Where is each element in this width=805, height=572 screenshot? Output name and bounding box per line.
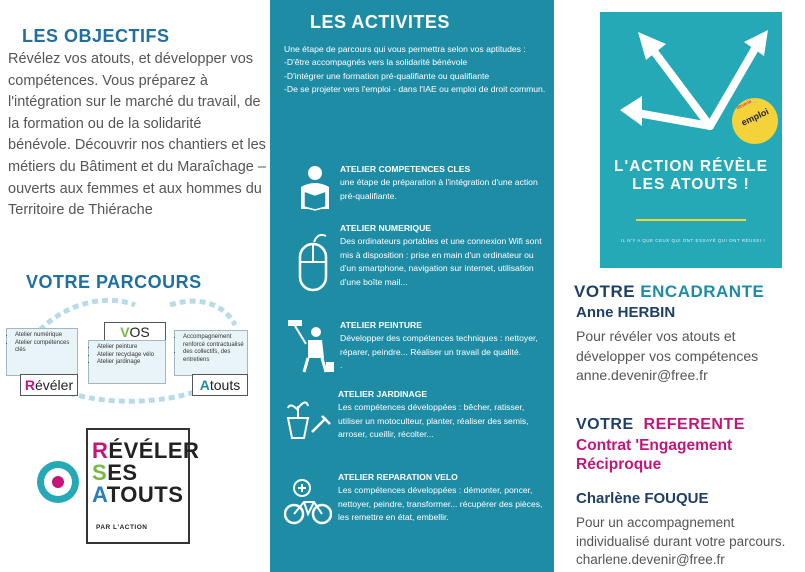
- parcours-item: • Atelier compétences clés: [15, 340, 77, 355]
- encadrante-heading: [574, 282, 764, 302]
- workshop-text: une étape de préparation à l'intégration d'une action pré-qualifiante.: [340, 177, 538, 201]
- encadrante-email[interactable]: anne.devenir@free.fr: [576, 367, 708, 383]
- workshop-text: Les compétences développées : bêcher, ratisser, utiliser un motoculteur, planter, réaliser des semis, arroser, cueillir, récolter...: [338, 402, 529, 440]
- parcours-item: • Atelier recyclage vélo: [97, 352, 165, 360]
- activites-intro: [284, 43, 548, 97]
- workshop-jardinage: [338, 388, 544, 442]
- encadrante-name: Anne HERBIN: [576, 304, 676, 321]
- workshop-numerique: [340, 222, 548, 289]
- heading-prefix: VOTRE: [574, 282, 641, 301]
- mouse-icon: [296, 232, 332, 294]
- parcours-item: • Atelier jardinage: [97, 359, 165, 367]
- workshop-title: ATELIER JARDINAGE: [338, 389, 428, 399]
- workshop-text: Les compétences développées : démonter, poncer, nettoyer, peindre, transformer... récupérer des pièces, les remettre en état, embellir.: [338, 485, 543, 523]
- workshop-text: Développer des compétences techniques : nettoyer, réparer, peindre... Réaliser un travail de qualité.: [340, 333, 538, 357]
- referente-name: Charlène FOUQUE: [576, 490, 709, 507]
- parcours-tag-cap: A: [199, 377, 210, 393]
- badge-label: emploi: [739, 106, 771, 128]
- workshop-title: ATELIER COMPETENCES CLES: [340, 164, 471, 174]
- parcours-item: • Atelier peinture: [97, 344, 165, 352]
- workshop-competences: [340, 163, 540, 203]
- activites-intro-item: -De se projeter vers l'emploi - dans l'IAE ou emploi de droit commun.: [284, 84, 546, 95]
- logo-line-1: RÉVÉLER: [92, 438, 200, 463]
- left-column: [0, 0, 270, 572]
- heading-prefix: VOTRE: [576, 416, 644, 433]
- objectifs-heading: LES OBJECTIFS: [22, 26, 170, 46]
- activites-heading: LES ACTIVITES: [310, 12, 450, 32]
- referente-subtitle: Contrat 'Engagement Réciproque: [576, 437, 733, 473]
- parcours-tag-rest: évéler: [34, 377, 74, 393]
- parcours-tag-cap: V: [120, 324, 130, 340]
- brochure-cover: [600, 12, 782, 268]
- workshop-title: ATELIER REPARATION VELO: [338, 472, 458, 482]
- logo-line-3: ATOUTS: [92, 482, 184, 507]
- parcours-item: • des collectifs, des entretiens: [183, 349, 247, 364]
- bike-icon: [284, 478, 332, 526]
- activites-intro-item: -D'être accompagnés vers la solidarité bénévole: [284, 57, 468, 68]
- logo-subtitle: PAR L'ACTION: [96, 524, 148, 531]
- target-icon: [36, 460, 80, 504]
- badge-prefix: devenir: [735, 98, 753, 112]
- separator-dot: .: [340, 360, 343, 371]
- parcours-item: • Atelier numérique: [15, 332, 77, 340]
- activites-intro-text: Une étape de parcours qui vous permettra selon vos aptitudes :: [284, 44, 526, 54]
- workshop-peinture: [340, 319, 546, 373]
- cover-subtitle: IL N'Y A QUE CEUX QUI ONT ESSAYÉ QUI ONT RÉUSSI !: [620, 238, 766, 243]
- logo-line-2: SES: [92, 460, 138, 485]
- parcours-box-vos: [88, 340, 166, 384]
- garden-icon: [282, 396, 332, 440]
- parcours-tag-vos: [104, 322, 166, 342]
- parcours-item: • Accompagnement renforcé contractualisé: [183, 334, 247, 349]
- logo-wordmark: [92, 440, 199, 506]
- painter-icon: [286, 318, 336, 374]
- workshop-title: ATELIER PEINTURE: [340, 320, 422, 330]
- heading-highlight: REFERENTE: [643, 416, 745, 433]
- parcours-tag-rest: OS: [129, 324, 150, 340]
- reader-icon: [298, 165, 332, 211]
- parcours-tag-cap: R: [24, 377, 35, 393]
- activites-intro-item: -D'intégrer une formation pré-qualifiante ou qualifiante: [284, 70, 490, 81]
- workshop-title: ATELIER NUMERIQUE: [340, 223, 432, 233]
- referente-text: Pour un accompagnement individualisé durant votre parcours.: [576, 515, 786, 549]
- parcours-tag-rest: touts: [209, 377, 241, 393]
- heading-highlight: ENCADRANTE: [640, 282, 765, 301]
- referente-email[interactable]: charlene.devenir@free.fr: [576, 552, 725, 567]
- parcours-box-reveler: [6, 328, 78, 376]
- referente-heading: [576, 416, 745, 434]
- parcours-box-atouts: [174, 330, 248, 376]
- parcours-heading: VOTRE PARCOURS: [26, 272, 202, 292]
- activites-panel: [270, 0, 554, 572]
- encadrante-text: Pour révéler vos atouts et développer vos compétences: [576, 328, 759, 364]
- cover-divider: [636, 219, 746, 221]
- parcours-tag-atouts: [192, 374, 248, 396]
- objectifs-text: Révélez vos atouts, et développer vos compétences. Vous préparez à l'intégration sur le marché du travail, de la formation ou de la solidarité bénévole. Découvrir nos chantiers et les métiers du Bâtiment et du Maraîchage –ouverts aux femmes et aux hommes du Territoire de Thiérache: [8, 51, 266, 219]
- cover-title: L'ACTION RÉVÈLE LES ATOUTS !: [614, 158, 768, 193]
- parcours-tag-reveler: [20, 374, 78, 396]
- workshop-text: Des ordinateurs portables et une connexion Wifi sont mis à disposition : prise en main d'un ordinateur ou d'un smartphone, navigation sur internet, utilisation d'une boîte mail...: [340, 236, 542, 287]
- right-column: [554, 0, 805, 572]
- workshop-velo: [338, 471, 546, 525]
